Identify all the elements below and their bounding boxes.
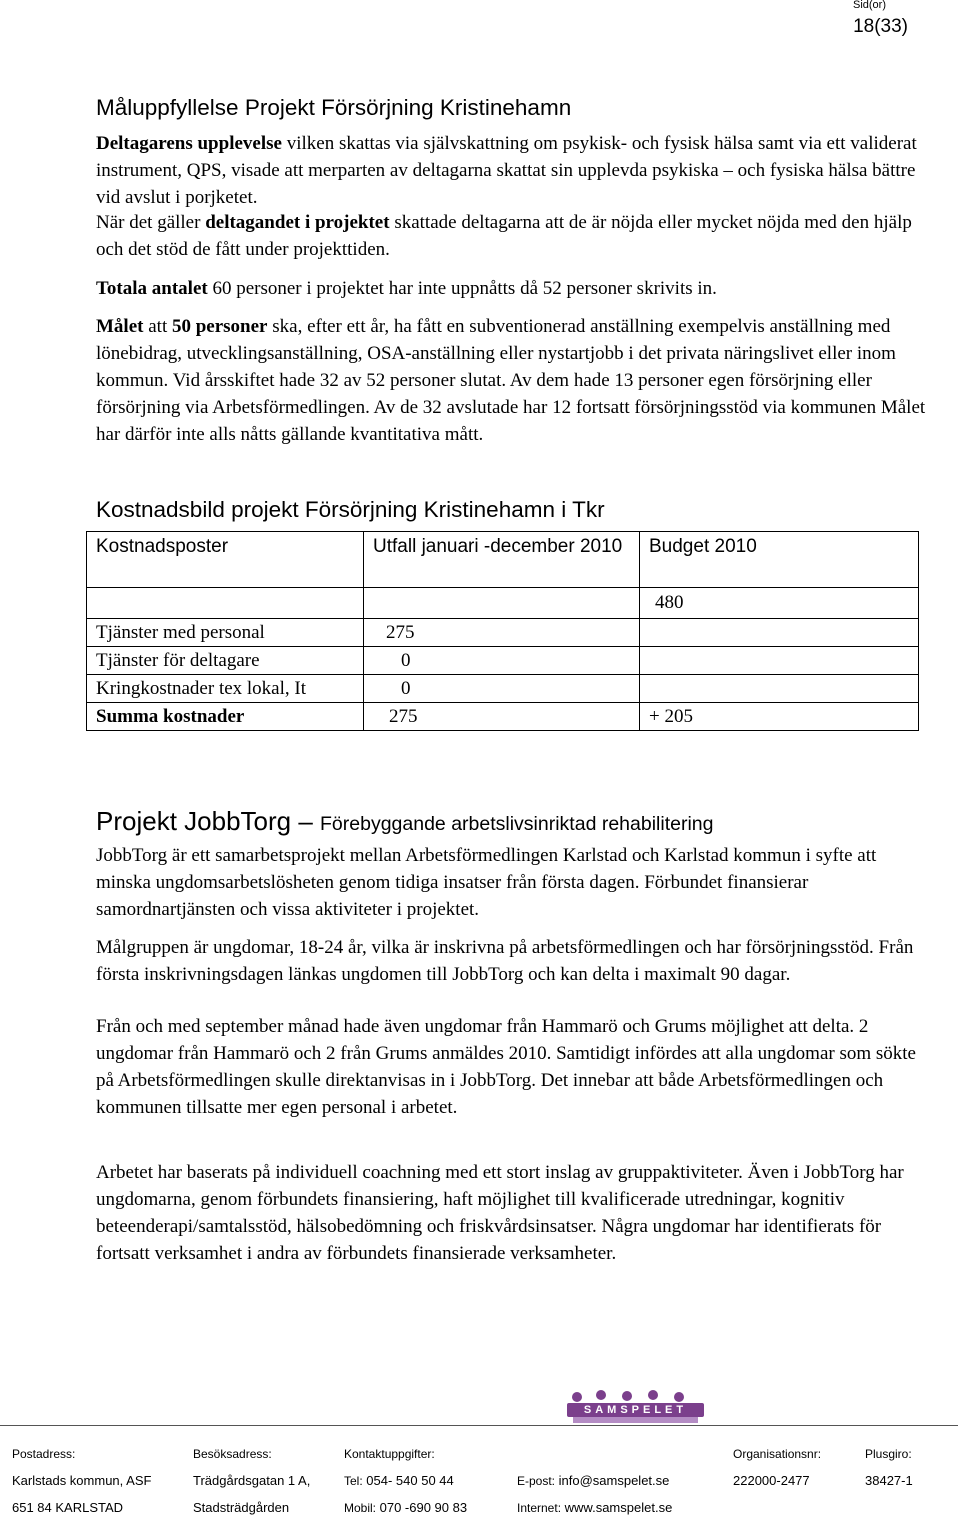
- bold-term: Målet: [96, 316, 144, 337]
- internet-value: www.samspelet.se: [561, 1500, 673, 1515]
- table-row: [87, 588, 919, 619]
- footer-label-kontakt: Kontaktuppgifter:: [344, 1447, 435, 1461]
- table-cell: [640, 675, 919, 703]
- table-cell-value: 0: [364, 647, 640, 675]
- footer-label-plusgiro: Plusgiro:: [865, 1447, 912, 1461]
- footer-besoksadress-1: Trädgårdsgatan 1 A,: [193, 1473, 311, 1488]
- title-sub: Förebyggande arbetslivsinriktad rehabilitering: [320, 813, 714, 835]
- table-cell-value: 0: [364, 675, 640, 703]
- paragraph-text: 60 personer i projektet har inte uppnåtts då 52 personer skrivits in.: [207, 278, 717, 299]
- page-label: Sid(or): [852, 0, 886, 11]
- table-cell-label: Kringkostnader tex lokal, It: [87, 675, 364, 703]
- paragraph-totala-antalet: [96, 275, 926, 302]
- footer-internet: [517, 1500, 672, 1515]
- paragraph-text: När det gäller: [96, 212, 206, 233]
- footer-label-org: Organisationsnr:: [733, 1447, 822, 1461]
- table-cell: [364, 588, 640, 619]
- bold-term: deltagandet i projektet: [205, 212, 390, 233]
- table-header-cell: Budget 2010: [640, 532, 919, 588]
- table-cell-label: Tjänster med personal: [87, 619, 364, 647]
- section-title-kostnadsbild: Kostnadsbild projekt Försörjning Kristinehamn i Tkr: [96, 497, 605, 522]
- table-cell-label: Tjänster för deltagare: [87, 647, 364, 675]
- footer-label-postadress: Postadress:: [12, 1447, 76, 1461]
- table-cell: [640, 647, 919, 675]
- table-row-sum: [87, 703, 919, 731]
- paragraph-text: vilken skattas via självskattning om psykisk- och fysisk hälsa samt via ett validerat instrument, QPS, visade att merparten av deltagarna skattat sin upplevda psykiska – och fysiska hälsa bättre vid avslut i porjketet.: [96, 133, 917, 208]
- table-cell: [87, 588, 364, 619]
- table-row: [87, 647, 919, 675]
- footer-plusgiro-value: 38427-1: [865, 1473, 913, 1488]
- paragraph-deltagandet: [96, 209, 926, 263]
- table-cell-budget-total: 480: [640, 588, 919, 619]
- title-main: Projekt JobbTorg –: [96, 806, 321, 836]
- cost-table: [86, 531, 919, 731]
- mobil-value: 070 -690 90 83: [376, 1500, 468, 1515]
- footer-postadress-1: Karlstads kommun, ASF: [12, 1473, 152, 1488]
- paragraph-september: Från och med september månad hade även ungdomar från Hammarö och Grums möjlighet att delta. 2 ungdomar från Hammarö och 2 från Grums anmäldes 2010. Samtidigt infördes att alla ungdomar som sökte på Arbetsförmedlingen skulle direktanvisas in i JobbTorg. Det innebar att både Arbetsförmedlingen och kommunen tillsatte mer egen personal i arbetet.: [96, 1016, 916, 1118]
- samspelet-logo: [563, 1387, 708, 1425]
- table-header-row: [87, 532, 919, 588]
- internet-label: Internet:: [517, 1501, 562, 1515]
- table-header-cell: Kostnadsposter: [87, 532, 364, 588]
- epost-label: E-post:: [517, 1474, 556, 1488]
- mobil-label: Mobil:: [344, 1501, 377, 1515]
- paragraph-text: ska, efter ett år, ha fått en subventionerad anställning exempelvis anställning med lönebidrag, utvecklingsanställning, OSA-anställning eller nystartjobb i det privata näringslivet eller inom kommun. Vid årsskiftet hade 32 av 52 personer slutat. Av dem hade 13 personer egen försörjning eller försörjning via Arbetsförmedlingen. Av de 32 avslutade har 12 fortsatt försörjningsstöd via kommunen Målet har därför inte alls nåtts gällande kvantitativa mått.: [96, 316, 926, 445]
- footer-org-value: 222000-2477: [733, 1473, 810, 1488]
- bold-term: Totala antalet: [96, 278, 208, 299]
- footer-besoksadress-2: Stadsträdgården: [193, 1500, 290, 1515]
- table-cell-sum-value: 275: [364, 703, 640, 731]
- table-cell-sum-label: Summa kostnader: [87, 703, 364, 731]
- footer-tel: [344, 1473, 454, 1488]
- paragraph-arbetet: Arbetet har baserats på individuell coachning med ett stort inslag av gruppaktiviteter. Även i JobbTorg har ungdomarna, genom förbundets finansiering, haft möjlighet till kvalificerade utredningar, kognitiv beteenderapi/samtalsstöd, hälsobedömning och friskvårdsinsatser. Några ungdomar har identifierats för fortsatt verksamhet i andra av förbundets finansierade verksamheter.: [96, 1162, 904, 1264]
- table-row: [87, 619, 919, 647]
- footer-postadress-2: 651 84 KARLSTAD: [12, 1500, 124, 1515]
- paragraph-text: att: [143, 316, 172, 337]
- bold-term: 50 personer: [171, 316, 268, 337]
- bold-term: Deltagarens upplevelse: [96, 133, 282, 154]
- section-title-jobbtorg: [96, 806, 713, 837]
- paragraph-jobbtorg-intro: JobbTorg är ett samarbetsprojekt mellan Arbetsförmedlingen Karlstad och Karlstad kommun i syfte att minska ungdomsarbetslösheten genom tidiga insatser från första dagen. Förbundet finansierar samordnartjänsten och vissa aktiviteter i projektet.: [96, 845, 877, 920]
- table-header-cell: Utfall januari -december 2010: [364, 532, 640, 588]
- table-row: [87, 675, 919, 703]
- footer-mobil: [344, 1500, 467, 1515]
- footer-epost: [517, 1473, 669, 1488]
- paragraph-text: skattade deltagarna att de är nöjda eller mycket nöjda med den hjälp och det stöd de fått under projekttiden.: [96, 212, 912, 260]
- tel-value: 054- 540 50 44: [362, 1473, 454, 1488]
- epost-value: info@samspelet.se: [555, 1473, 670, 1488]
- table-cell-value: 275: [364, 619, 640, 647]
- section-title-maluppfyllelse: Måluppfyllelse Projekt Försörjning Kristinehamn: [96, 95, 572, 120]
- paragraph-deltagarens-upplevelse: [96, 130, 926, 211]
- paragraph-malet: [96, 313, 926, 448]
- page-number: 18(33): [853, 16, 908, 37]
- table-cell: [640, 619, 919, 647]
- footer-label-besoksadress: Besöksadress:: [193, 1447, 272, 1461]
- tel-label: Tel:: [344, 1474, 363, 1488]
- footer-divider: [0, 1425, 958, 1426]
- logo-text: SAMSPELET: [583, 1404, 688, 1416]
- paragraph-malgruppen: Målgruppen är ungdomar, 18-24 år, vilka är inskrivna på arbetsförmedlingen och har försörjningsstöd. Från första inskrivningsdagen länkas ungdomen till JobbTorg och kan delta i maximalt 90 dagar.: [96, 937, 914, 985]
- table-cell-sum-budget: + 205: [640, 703, 919, 731]
